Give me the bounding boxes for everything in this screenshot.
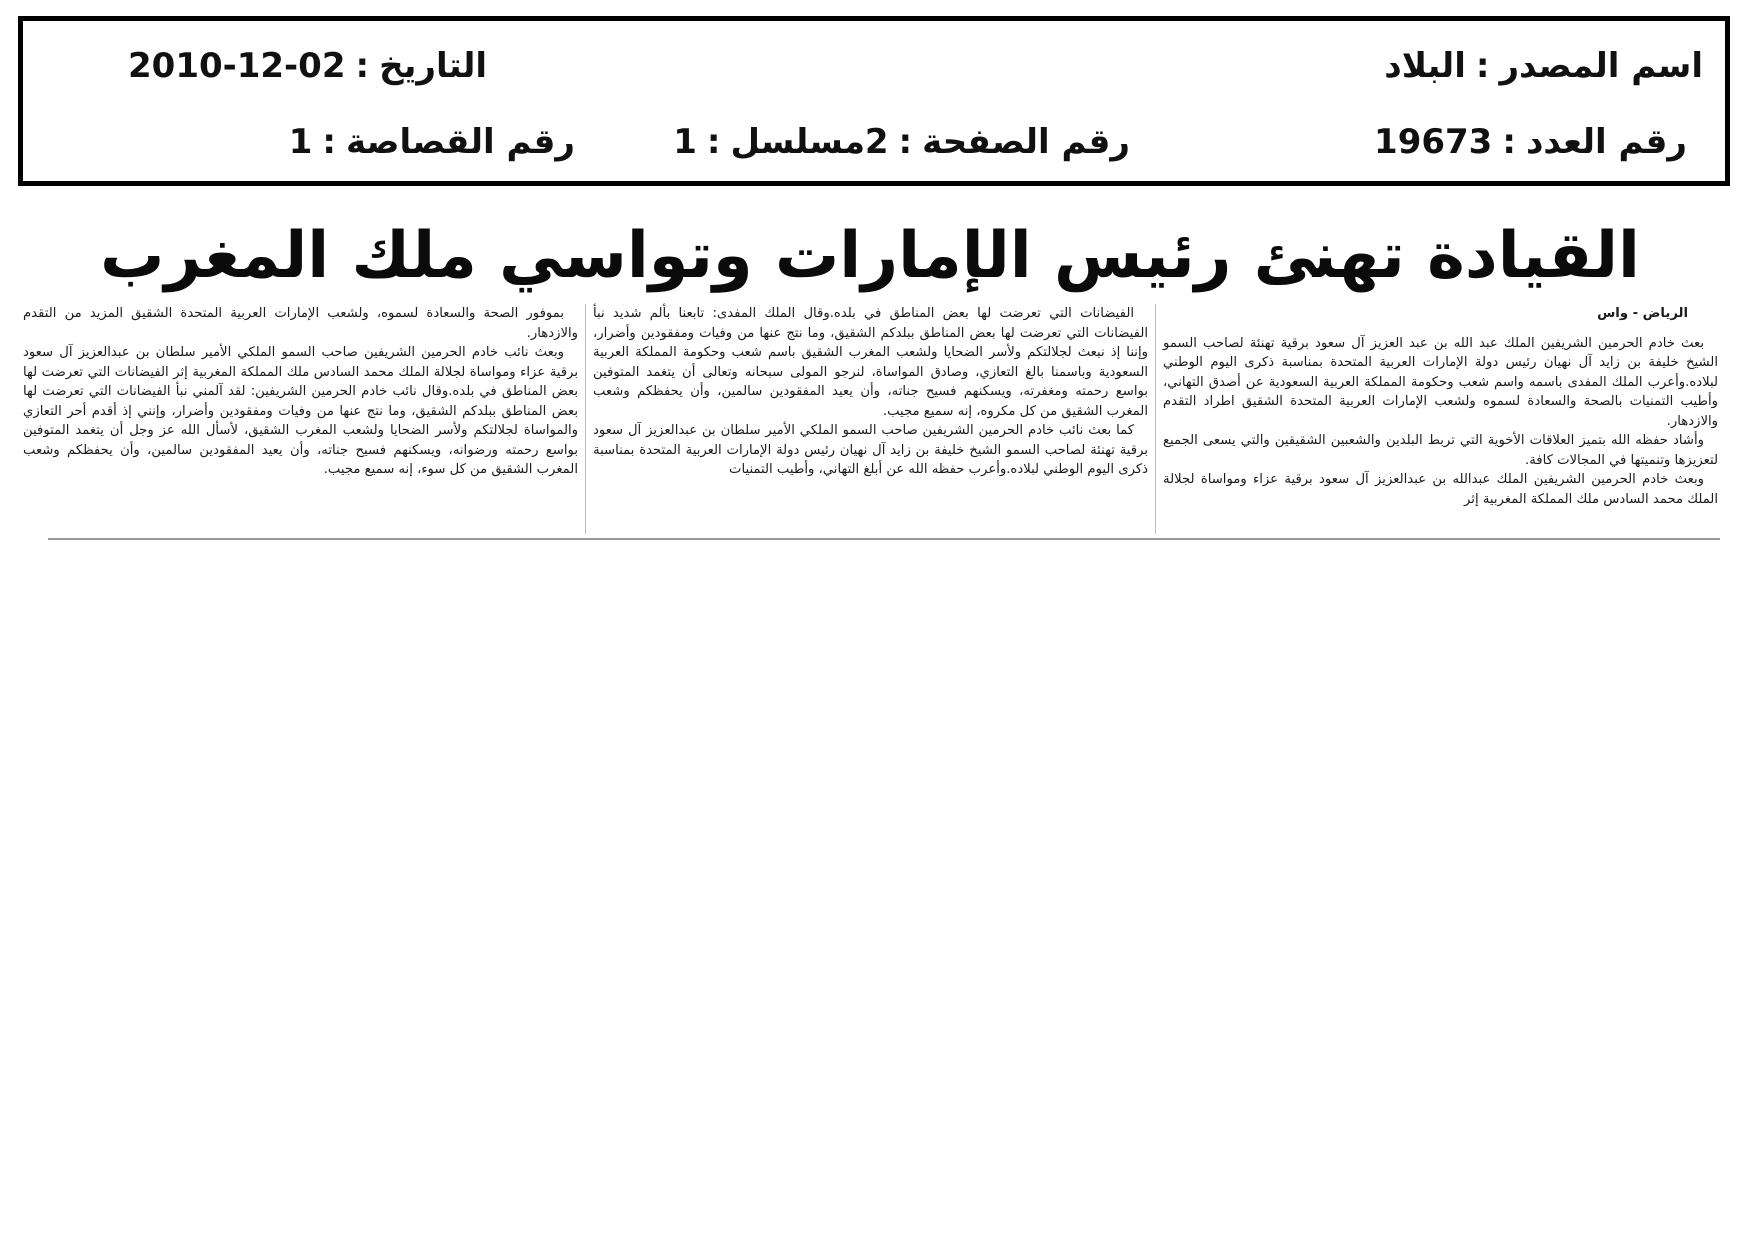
article-column-3 — [23, 304, 578, 480]
serial-label: مسلسل — [730, 122, 865, 162]
source-value: البلاد — [1384, 46, 1466, 86]
issue-separator: : — [1502, 122, 1516, 162]
date-field — [128, 46, 488, 86]
column-divider — [1155, 304, 1156, 534]
bottom-divider — [48, 538, 1720, 540]
article-headline: القيادة تهنئ رئيس الإمارات وتواسي ملك المغرب — [100, 219, 1640, 293]
page-field — [864, 122, 1130, 162]
metadata-box — [18, 16, 1730, 186]
date-label: التاريخ — [379, 46, 488, 86]
column-divider — [585, 304, 586, 534]
col2-paragraph-2: كما بعث نائب خادم الحرمين الشريفين صاحب السمو الملكي الأمير سلطان بن عبدالعزيز آل سعود برقية تهنئة لصاحب السمو الشيخ خليفة بن زايد آل نهيان رئيس دولة الإمارات العربية المتحدة بمناسبة ذكرى اليوم الوطني لبلاده.وأعرب حفظه الله عن أبلغ التهاني، وأطيب التمنيات — [593, 423, 1148, 477]
article-column-1 — [1163, 304, 1718, 509]
serial-separator: : — [706, 122, 721, 162]
col1-paragraph-1: بعث خادم الحرمين الشريفين الملك عبد الله بن عبد العزيز آل سعود برقية تهنئة لصاحب السمو الشيخ خليفة بن زايد آل نهيان رئيس دولة الإمارات العربية المتحدة بمناسبة ذكرى اليوم الوطني لبلاده.وأعرب الملك المفدى باسمه واسم شعب وحكومة المملكة العربية السعودية عن أصدق التهاني، وأطيب التمنيات بالصحة والسعادة لسموه ولشعب الإمارات العربية المتحدة الشقيق اطراد التقدم والازدهار. — [1163, 335, 1718, 429]
issue-value: 19673 — [1374, 122, 1493, 162]
issue-label: رقم العدد — [1525, 122, 1687, 162]
col1-paragraph-3: وبعث خادم الحرمين الشريفين الملك عبدالله بن عبدالعزيز آل سعود برقية عزاء ومواساة لجلالة الملك محمد السادس ملك المملكة المغربية إثر — [1163, 472, 1718, 507]
newspaper-clipping — [18, 212, 1730, 537]
col2-paragraph-1: الفيضانات التي تعرضت لها بعض المناطق في بلده.وقال الملك المفدى: تابعنا بألم شديد نبأ الفيضانات التي تعرضت لها بعض المناطق ببلدكم الشقيق، وما نتج عنها من وفيات ومفقودين وأضرار، وإننا إذ نبعث لجلالتكم ولأسر الضحايا ولشعب المغرب الشقيق باسم شعب وحكومة المملكة العربية السعودية وباسمنا بالغ التعازي، وصادق المواساة، لنرجو المولى سبحانه وتعالى أن يتغمد المتوفين بواسع رحمته ومغفرته، ويسكنهم فسيح جناته، وأن يعيد المفقودين سالمين، وأن يحفظكم وشعب المغرب الشقيق من كل مكروه، إنه سميع مجيب. — [593, 306, 1148, 419]
clip-separator: : — [322, 122, 337, 162]
page-value: 2 — [864, 122, 889, 162]
article-column-2 — [593, 304, 1148, 480]
article-byline: الرياض - واس — [1597, 306, 1688, 321]
clip-value: 1 — [288, 122, 313, 162]
clip-label: رقم القصاصة — [346, 122, 575, 162]
serial-field — [673, 122, 865, 162]
source-label: اسم المصدر — [1499, 46, 1703, 86]
page-label: رقم الصفحة — [922, 122, 1130, 162]
issue-field — [1374, 122, 1687, 162]
date-separator: : — [355, 46, 370, 86]
serial-value: 1 — [673, 122, 697, 162]
date-value: 2010-12-02 — [128, 46, 346, 86]
source-separator: : — [1475, 46, 1490, 86]
col1-paragraph-2: وأشاد حفظه الله بتميز العلاقات الأخوية التي تربط البلدين والشعبين الشقيقين والتي يسعى الجميع لتعزيزها وتنميتها في المجالات كافة. — [1163, 433, 1718, 468]
col3-paragraph-2: وبعث نائب خادم الحرمين الشريفين صاحب السمو الملكي الأمير سلطان بن عبدالعزيز آل سعود برقية عزاء ومواساة لجلالة الملك محمد السادس ملك المملكة المغربية إثر الفيضانات التي تعرضت لها بعض المناطق في بلده.وقال نائب خادم الحرمين الشريفين: لقد آلمني نبأ الفيضانات التي تعرضت لها بعض المناطق ببلدكم الشقيق، وما نتج عنها من وفيات ومفقودين وأضرار، وإنني إذ أقدم أحر التعازي والمواساة لجلالتكم ولأسر الضحايا ولشعب المغرب الشقيق، لأسأل الله عز وجل أن يتغمد المتوفين بواسع رحمته ورضوانه، ويسكنهم فسيح جناته، وأن يعيد المفقودين سالمين، وأن يحفظكم وشعب المغرب الشقيق من كل سوء، إنه سميع مجيب. — [23, 345, 578, 477]
clip-field — [288, 122, 575, 162]
col3-paragraph-1: بموفور الصحة والسعادة لسموه، ولشعب الإمارات العربية المتحدة الشقيق المزيد من التقدم والازدهار. — [23, 306, 578, 341]
page-separator: : — [898, 122, 913, 162]
source-field — [1384, 46, 1703, 86]
